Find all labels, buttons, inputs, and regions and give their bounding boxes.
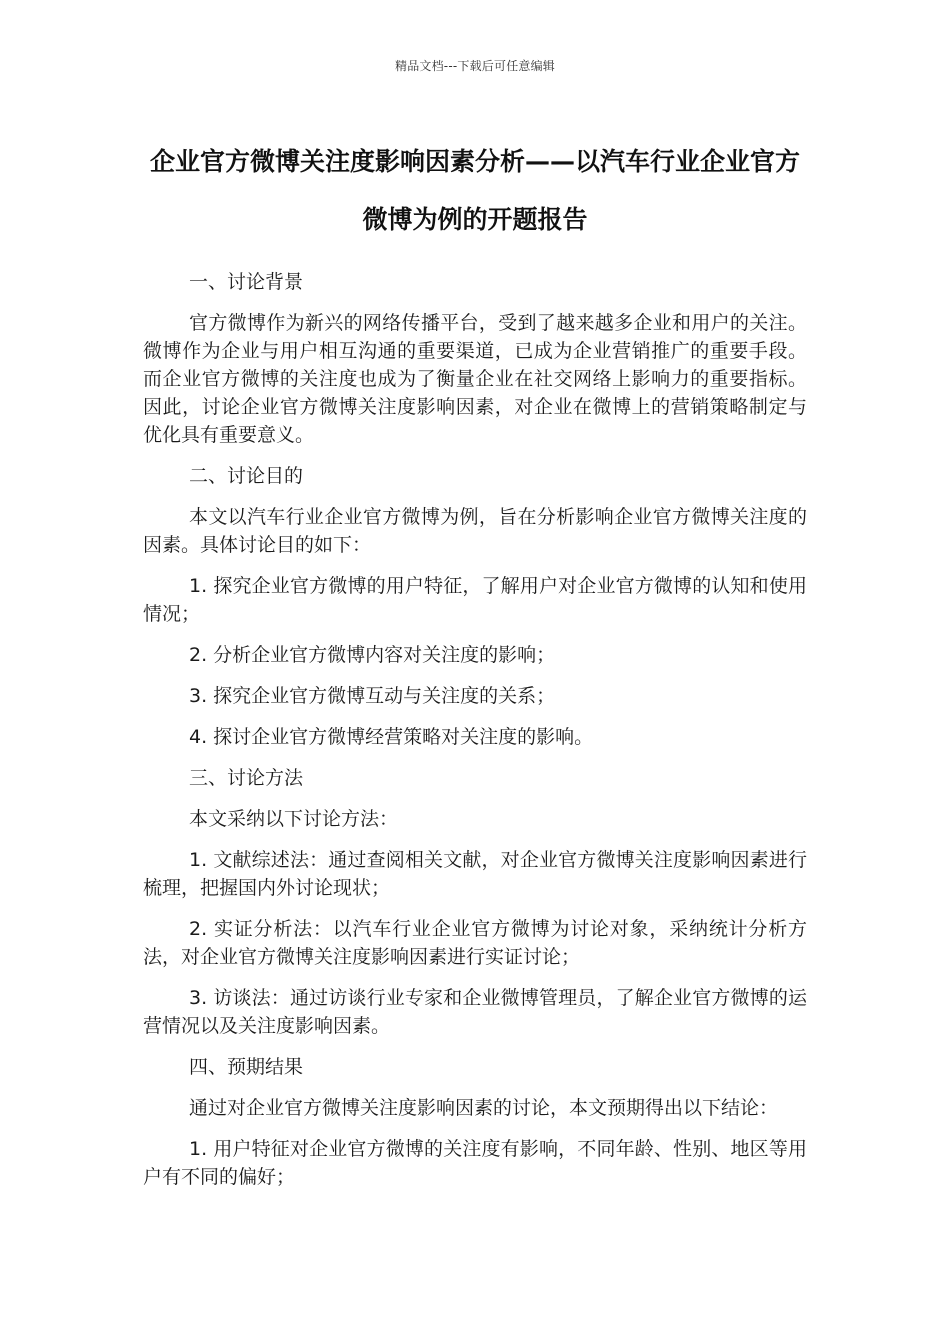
document-title: 企业官方微博关注度影响因素分析——以汽车行业企业官方微博为例的开题报告 — [149, 147, 800, 234]
list-item: 1. 探究企业官方微博的用户特征，了解用户对企业官方微博的认知和使用情况； — [143, 575, 807, 625]
list-item: 2. 实证分析法：以汽车行业企业官方微博为讨论对象，采纳统计分析方法，对企业官方微博关注度影响因素进行实证讨论； — [143, 918, 807, 968]
list-item: 1. 用户特征对企业官方微博的关注度有影响，不同年龄、性别、地区等用户有不同的偏好； — [143, 1138, 807, 1188]
section-heading-method: 三、讨论方法 — [189, 767, 304, 789]
paragraph: 本文采纳以下讨论方法： — [189, 808, 399, 830]
section-heading-purpose: 二、讨论目的 — [189, 465, 304, 487]
list-item: 4. 探讨企业官方微博经营策略对关注度的影响。 — [189, 726, 594, 748]
list-item: 2. 分析企业官方微博内容对关注度的影响； — [189, 644, 556, 666]
paragraph: 通过对企业官方微博关注度影响因素的讨论，本文预期得出以下结论： — [189, 1097, 779, 1119]
section-heading-expected-results: 四、预期结果 — [189, 1056, 304, 1078]
paragraph: 本文以汽车行业企业官方微博为例，旨在分析影响企业官方微博关注度的因素。具体讨论目的如下： — [143, 506, 807, 556]
list-item: 1. 文献综述法：通过查阅相关文献，对企业官方微博关注度影响因素进行梳理，把握国内外讨论现状； — [143, 849, 807, 899]
page-header: 精品文档---下载后可任意编辑 — [395, 59, 555, 73]
section-heading-background: 一、讨论背景 — [189, 271, 304, 293]
paragraph: 官方微博作为新兴的网络传播平台，受到了越来越多企业和用户的关注。微博作为企业与用户相互沟通的重要渠道，已成为企业营销推广的重要手段。而企业官方微博的关注度也成为了衡量企业在社交网络上影响力的重要指标。因此，讨论企业官方微博关注度影响因素，对企业在微博上的营销策略制定与优化具有重要意义。 — [143, 312, 807, 446]
list-item: 3. 访谈法：通过访谈行业专家和企业微博管理员，了解企业官方微博的运营情况以及关注度影响因素。 — [143, 987, 807, 1037]
list-item: 3. 探究企业官方微博互动与关注度的关系； — [189, 685, 556, 707]
document-body — [143, 268, 807, 1204]
